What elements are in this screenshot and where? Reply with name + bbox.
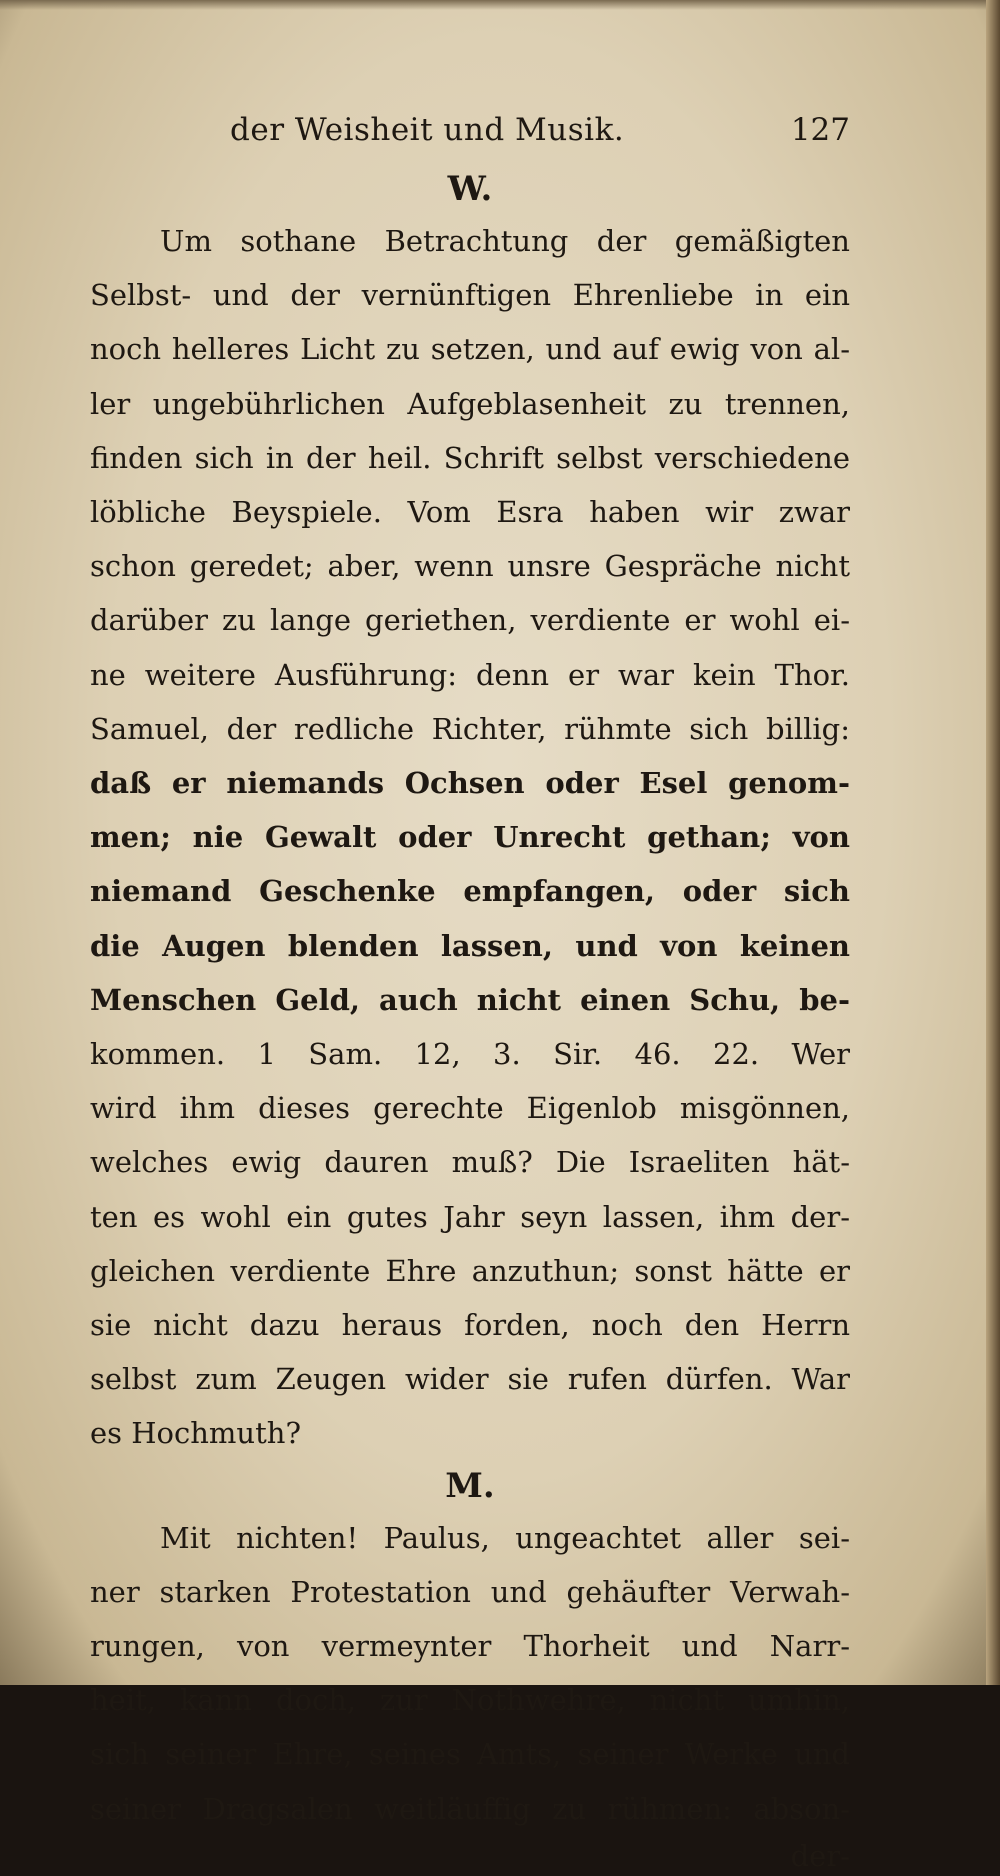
paragraph-2 [90, 1511, 850, 1836]
text-line: heit, kann doch, zur Nothwehre, nicht umhin, [90, 1683, 850, 1718]
text-line: welches ewig dauren muß? Die Israeliten hät- [90, 1145, 850, 1180]
running-head [90, 100, 850, 164]
text-line: seiner Dragsalen weitläuffig zu rühmen: abson- [90, 1791, 850, 1826]
text-line: wird ihm dieses gerechte Eigenlob misgönnen, [90, 1091, 850, 1126]
section-mark-m: M. [445, 1465, 495, 1506]
text-line: Mit nichten! Paulus, ungeachtet aller sei- [160, 1520, 850, 1555]
text-line: Menschen Geld, auch nicht einen Schu, be- [90, 982, 850, 1017]
page-number: 127 [790, 112, 850, 148]
text-line: ten es wohl ein gutes Jahr seyn lassen, ihm der- [90, 1199, 850, 1234]
text-line: löbliche Beyspiele. Vom Esra haben wir zwar [90, 495, 850, 530]
text-line: rungen, von vermeynter Thorheit und Narr- [90, 1629, 850, 1664]
text-line: finden sich in der heil. Schrift selbst verschiedene [90, 440, 850, 475]
text-line: kommen. 1 Sam. 12, 3. Sir. 46. 22. Wer [90, 1037, 850, 1072]
text-line: ne weitere Ausführung: denn er war kein Thor. [90, 657, 850, 692]
text-line: noch helleres Licht zu setzen, und auf ewig von al- [90, 332, 850, 367]
text-line: niemand Geschenke empfangen, oder sich [90, 874, 850, 909]
section-mark-w: W. [447, 169, 493, 209]
text-line: darüber zu lange geriethen, verdiente er wohl ei- [90, 603, 850, 638]
text-line: Um sothane Betrachtung der gemäßigten [160, 224, 850, 258]
text-line: selbst zum Zeugen wider sie rufen dürfen. War [90, 1362, 850, 1397]
text-line: ner starken Protestation und gehäufter Verwah- [90, 1574, 850, 1609]
page-binding-edge [986, 0, 1000, 1685]
page-top-shadow [0, 0, 1000, 10]
text-block [90, 100, 850, 1876]
text-line: schon geredet; aber, wenn unsre Gespräche nicht [90, 549, 850, 584]
text-line: men; nie Gewalt oder Unrecht gethan; von [90, 820, 850, 855]
catchword: der- [790, 1838, 850, 1873]
text-line: Selbst- und der vernünftigen Ehrenliebe in ein [90, 278, 850, 313]
text-line: sie nicht dazu heraus forden, noch den Herrn [90, 1308, 850, 1343]
text-line: Samuel, der redliche Richter, rühmte sich billig: [90, 711, 850, 746]
running-title: der Weisheit und Musik. [230, 112, 625, 148]
paragraph-1 [90, 214, 850, 1461]
text-line: es Hochmuth? [90, 1416, 301, 1451]
text-line: gleichen verdiente Ehre anzuthun; sonst hätte er [90, 1253, 850, 1288]
text-line: ler ungebührlichen Aufgeblasenheit zu trennen, [90, 386, 850, 421]
text-line: daß er niemands Ochsen oder Esel genom- [90, 766, 850, 801]
text-line: sich seiner Ehre, seines Amts, seiner Werke und [90, 1737, 850, 1772]
text-line: die Augen blenden lassen, und von keinen [90, 928, 850, 963]
